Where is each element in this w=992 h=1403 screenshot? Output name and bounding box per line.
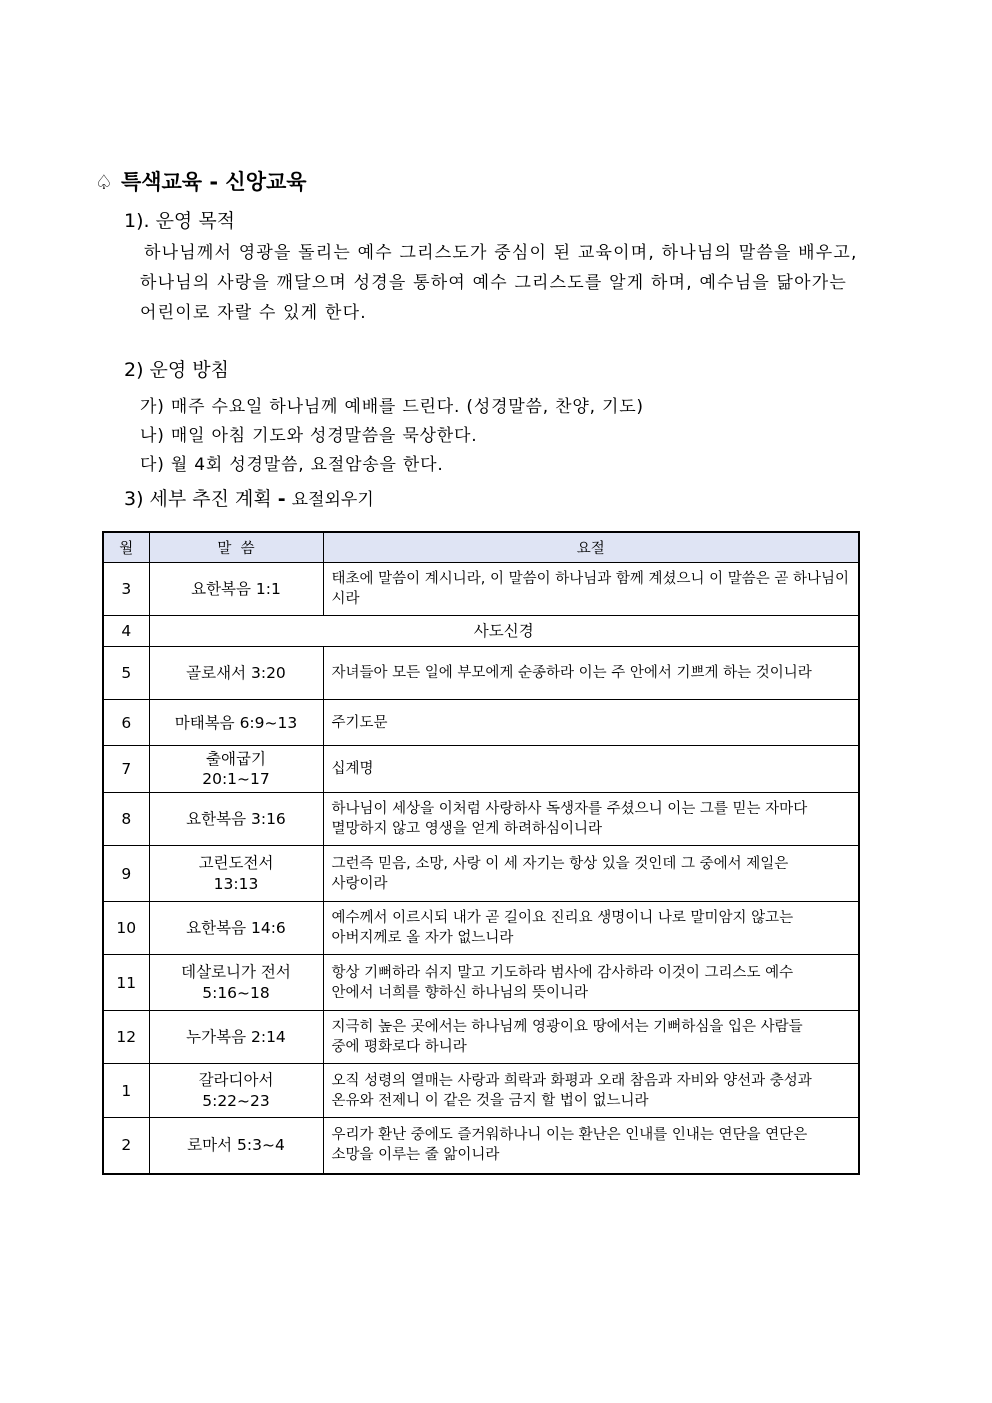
table-row <box>103 1064 859 1118</box>
purpose-line: 하나님의 사랑을 깨달으며 성경을 통하여 예수 그리스도를 알게 하며, 예수님을 닮아가는 <box>140 273 848 293</box>
cell-verse: 항상 기뻐하라 쉬지 말고 기도하라 범사에 감사하라 이것이 그리스도 예수 안에서 너희를 향하신 하나님의 뜻이니라 <box>323 955 859 1011</box>
cell-word: 로마서 5:3~4 <box>149 1118 323 1174</box>
cell-verse: 예수께서 이르시되 내가 곧 길이요 진리요 생명이니 나로 말미암지 않고는 아버지께로 올 자가 없느니라 <box>323 902 859 955</box>
cell-word: 요한복음 3:16 <box>149 793 323 846</box>
cell-month: 11 <box>103 955 149 1011</box>
cell-verse: 우리가 환난 중에도 즐거워하나니 이는 환난은 인내를 인내는 연단을 연단은 소망을 이루는 줄 앎이니라 <box>323 1118 859 1174</box>
purpose-line: 어린이로 자랄 수 있게 한다. <box>140 303 367 323</box>
cell-month: 6 <box>103 700 149 746</box>
section-title <box>95 166 307 196</box>
cell-month: 8 <box>103 793 149 846</box>
policy-heading: 2) 운영 방침 <box>124 359 229 381</box>
table-row <box>103 1118 859 1174</box>
cell-word: 갈라디아서 5:22~23 <box>149 1064 323 1118</box>
plan-heading <box>124 484 374 511</box>
cell-verse: 지극히 높은 곳에서는 하나님께 영광이요 땅에서는 기뻐하심을 입은 사람들 중에 평화로다 하니라 <box>323 1011 859 1064</box>
cell-verse: 그런즉 믿음, 소망, 사랑 이 세 자기는 항상 있을 것인데 그 중에서 제일은 사랑이라 <box>323 846 859 902</box>
cell-month: 1 <box>103 1064 149 1118</box>
policy-item: 가) 매주 수요일 하나님께 예배를 드린다. (성경말씀, 찬양, 기도) <box>140 397 644 417</box>
table-row <box>103 563 859 616</box>
title-text: 특색교육 - 신앙교육 <box>120 170 307 194</box>
table-row <box>103 1011 859 1064</box>
spade-outline-icon: ♤ <box>95 170 113 194</box>
cell-verse: 태초에 말씀이 계시니라, 이 말씀이 하나님과 함께 계셨으니 이 말씀은 곧 하나님이시라 <box>323 563 859 616</box>
cell-month: 9 <box>103 846 149 902</box>
header-verse: 요절 <box>323 532 859 563</box>
cell-month: 7 <box>103 746 149 793</box>
policy-item: 나) 매일 아침 기도와 성경말씀을 묵상한다. <box>140 426 478 446</box>
table-row <box>103 902 859 955</box>
table-row <box>103 846 859 902</box>
purpose-paragraph <box>140 238 890 328</box>
cell-word: 고린도전서 13:13 <box>149 846 323 902</box>
table-row <box>103 616 859 647</box>
cell-verse: 십계명 <box>323 746 859 793</box>
policy-item: 다) 월 4회 성경말씀, 요절암송을 한다. <box>140 455 444 475</box>
table-header-row <box>103 532 859 563</box>
cell-word: 데살로니가 전서 5:16~18 <box>149 955 323 1011</box>
table-row <box>103 793 859 846</box>
cell-word: 누가복음 2:14 <box>149 1011 323 1064</box>
cell-word: 골로새서 3:20 <box>149 647 323 700</box>
table-row <box>103 700 859 746</box>
purpose-line: 하나님께서 영광을 돌리는 예수 그리스도가 중심이 된 교육이며, 하나님의 말씀을 배우고, <box>144 243 858 263</box>
cell-word: 요한복음 14:6 <box>149 902 323 955</box>
cell-month: 10 <box>103 902 149 955</box>
purpose-heading: 1). 운영 목적 <box>124 210 236 232</box>
cell-month: 2 <box>103 1118 149 1174</box>
cell-word: 출애굽기 20:1~17 <box>149 746 323 793</box>
cell-verse: 오직 성령의 열매는 사랑과 희락과 화평과 오래 참음과 자비와 양선과 충성과 온유와 전제니 이 같은 것을 금지 할 법이 없느니라 <box>323 1064 859 1118</box>
cell-verse: 하나님이 세상을 이처럼 사랑하사 독생자를 주셨으니 이는 그를 믿는 자마다 멸망하지 않고 영생을 얻게 하려하심이니라 <box>323 793 859 846</box>
memory-verse-table <box>102 531 860 1175</box>
cell-month: 3 <box>103 563 149 616</box>
cell-word: 마태복음 6:9~13 <box>149 700 323 746</box>
cell-month: 5 <box>103 647 149 700</box>
plan-heading-text: 3) 세부 추진 계획 <box>124 488 272 510</box>
plan-heading-dash: - <box>277 488 286 510</box>
cell-merged: 사도신경 <box>149 616 859 647</box>
cell-verse: 주기도문 <box>323 700 859 746</box>
table-row <box>103 955 859 1011</box>
cell-month: 4 <box>103 616 149 647</box>
cell-verse: 자녀들아 모든 일에 부모에게 순종하라 이는 주 안에서 기쁘게 하는 것이니라 <box>323 647 859 700</box>
cell-month: 12 <box>103 1011 149 1064</box>
header-month: 월 <box>103 532 149 563</box>
plan-heading-sub: 요절외우기 <box>291 490 374 510</box>
header-word: 말 씀 <box>149 532 323 563</box>
cell-word: 요한복음 1:1 <box>149 563 323 616</box>
table-row <box>103 647 859 700</box>
table-row <box>103 746 859 793</box>
